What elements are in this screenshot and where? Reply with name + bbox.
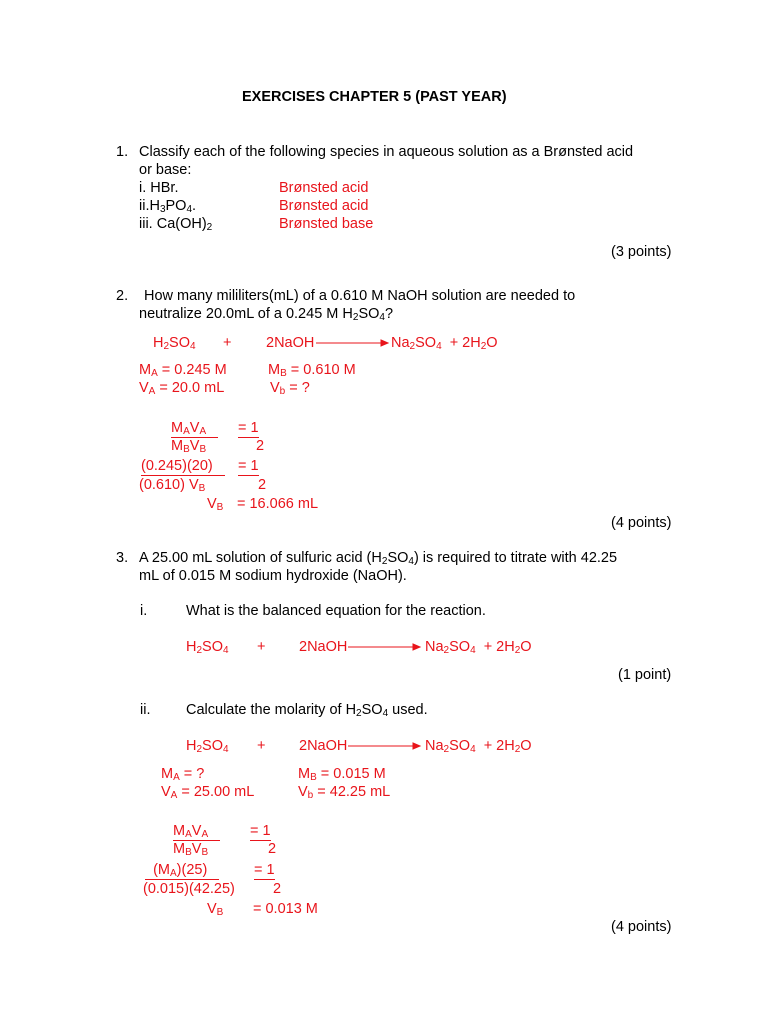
q3-points: (4 points) bbox=[611, 919, 672, 935]
q3-frac2-equals-one: = 1 bbox=[254, 862, 275, 878]
q3-given-vb: $V_b = 42.25$ mL bbox=[298, 784, 391, 801]
q1-item-2-label: $ii.H_3PO_4$. bbox=[139, 198, 197, 215]
q2-frac1-denominator: $M_BV_B$ bbox=[171, 438, 207, 455]
q3-ii-eq-plus: + bbox=[257, 738, 266, 754]
q2-frac1-equals-one: = 1 bbox=[238, 420, 259, 436]
q1-item-2-answer: Brønsted acid bbox=[279, 198, 369, 214]
q2-result-var: $V_B$ bbox=[207, 496, 224, 513]
q3-result-var: $V_B$ bbox=[207, 901, 224, 918]
q3-i-eq-plus: + bbox=[257, 639, 266, 655]
q3-number: 3. bbox=[116, 550, 129, 566]
q2-given-va: $V_A = 20.0$ mL bbox=[139, 380, 225, 397]
q2-given-vb: $V_b$ = ? bbox=[270, 380, 310, 397]
q3-result-value: = 0.013 M bbox=[253, 901, 318, 917]
q2-eq-plus: + bbox=[223, 335, 232, 351]
page-title: EXERCISES CHAPTER 5 (PAST YEAR) bbox=[242, 89, 507, 105]
q1-line2: or base: bbox=[139, 162, 192, 178]
q3-frac1-denominator: $M_BV_B$ bbox=[173, 841, 209, 858]
q3-ii-eq-products: $Na_2SO_4 + 2H_2O$ bbox=[425, 738, 532, 755]
q1-item-1-answer: Brønsted acid bbox=[279, 180, 369, 196]
q3-ii-reaction-arrow-icon bbox=[348, 741, 420, 751]
q2-given-ma: $M_A = 0.245$ M bbox=[139, 362, 227, 379]
q3-line1: A 25.00 mL solution of sulfuric acid $(H_2SO_4)$ is required to titrate with 42.25 bbox=[139, 550, 618, 567]
q2-eq-reactant1: $H_2SO_4$ bbox=[153, 335, 196, 352]
q2-frac2-two: 2 bbox=[258, 477, 267, 493]
q3-frac2-numerator: $(M_A)(25)$ bbox=[145, 861, 219, 879]
q3-i-text: What is the balanced equation for the reaction. bbox=[186, 603, 486, 619]
q3-frac1-two: 2 bbox=[268, 841, 277, 857]
q2-given-mb: $M_B = 0.610$ M bbox=[268, 362, 356, 379]
q2-points: (4 points) bbox=[611, 515, 672, 531]
q3-i-points: (1 point) bbox=[618, 667, 672, 683]
q1-number: 1. bbox=[116, 144, 129, 160]
q3-given-ma: $M_A$ = ? bbox=[161, 766, 205, 783]
q3-i-eq-reactant2: 2NaOH bbox=[299, 639, 348, 655]
q3-given-mb: $M_B = 0.015$ M bbox=[298, 766, 386, 783]
q3-given-va: $V_A = 25.00$ mL bbox=[161, 784, 255, 801]
q2-reaction-arrow-icon bbox=[316, 338, 388, 348]
q3-frac1-numerator: $M_AV_A$ bbox=[173, 822, 220, 840]
q3-frac1-equals-one: = 1 bbox=[250, 823, 271, 839]
q2-line1: How many mililiters(mL) of a 0.610 M NaOH solution are needed to bbox=[144, 288, 576, 304]
q2-frac1-numerator: $M_AV_A$ bbox=[171, 419, 218, 437]
q2-eq-reactant2: 2NaOH bbox=[266, 335, 315, 351]
q1-points: (3 points) bbox=[611, 244, 672, 260]
q1-item-3-answer: Brønsted base bbox=[279, 216, 374, 232]
q3-frac2-denominator: (0.015)(42.25) bbox=[143, 881, 235, 897]
q1-line1: Classify each of the following species in aqueous solution as a Brønsted acid bbox=[139, 144, 634, 160]
q3-i-eq-products: $Na_2SO_4 + 2H_2O$ bbox=[425, 639, 532, 656]
q3-line2: mL of 0.015 M sodium hydroxide (NaOH). bbox=[139, 568, 407, 584]
q3-i-eq-reactant1: $H_2SO_4$ bbox=[186, 639, 229, 656]
q2-line2: neutralize 20.0mL of a 0.245 M $H_2SO_4$? bbox=[139, 306, 394, 323]
q3-ii-text: Calculate the molarity of $H_2SO_4$ used. bbox=[186, 702, 428, 719]
q2-eq-products: $Na_2SO_4 + 2H_2O$ bbox=[391, 335, 498, 352]
q2-frac1-two: 2 bbox=[256, 438, 265, 454]
q3-i-reaction-arrow-icon bbox=[348, 642, 420, 652]
q1-item-3-label: iii. $Ca(OH)_2$ bbox=[139, 216, 213, 233]
q3-ii-label: ii. bbox=[140, 702, 151, 718]
q2-result-value: = 16.066 mL bbox=[237, 496, 319, 512]
q2-frac2-denominator: (0.610) $V_B$ bbox=[139, 477, 206, 494]
q2-frac2-equals-one: = 1 bbox=[238, 458, 259, 474]
q3-frac2-two: 2 bbox=[273, 881, 282, 897]
q3-ii-eq-reactant1: $H_2SO_4$ bbox=[186, 738, 229, 755]
q2-number: 2. bbox=[116, 288, 129, 304]
q3-ii-eq-reactant2: 2NaOH bbox=[299, 738, 348, 754]
q3-i-label: i. bbox=[140, 603, 148, 619]
q2-frac2-numerator: (0.245)(20) bbox=[141, 457, 225, 475]
q1-item-1-label: i. HBr. bbox=[139, 180, 179, 196]
